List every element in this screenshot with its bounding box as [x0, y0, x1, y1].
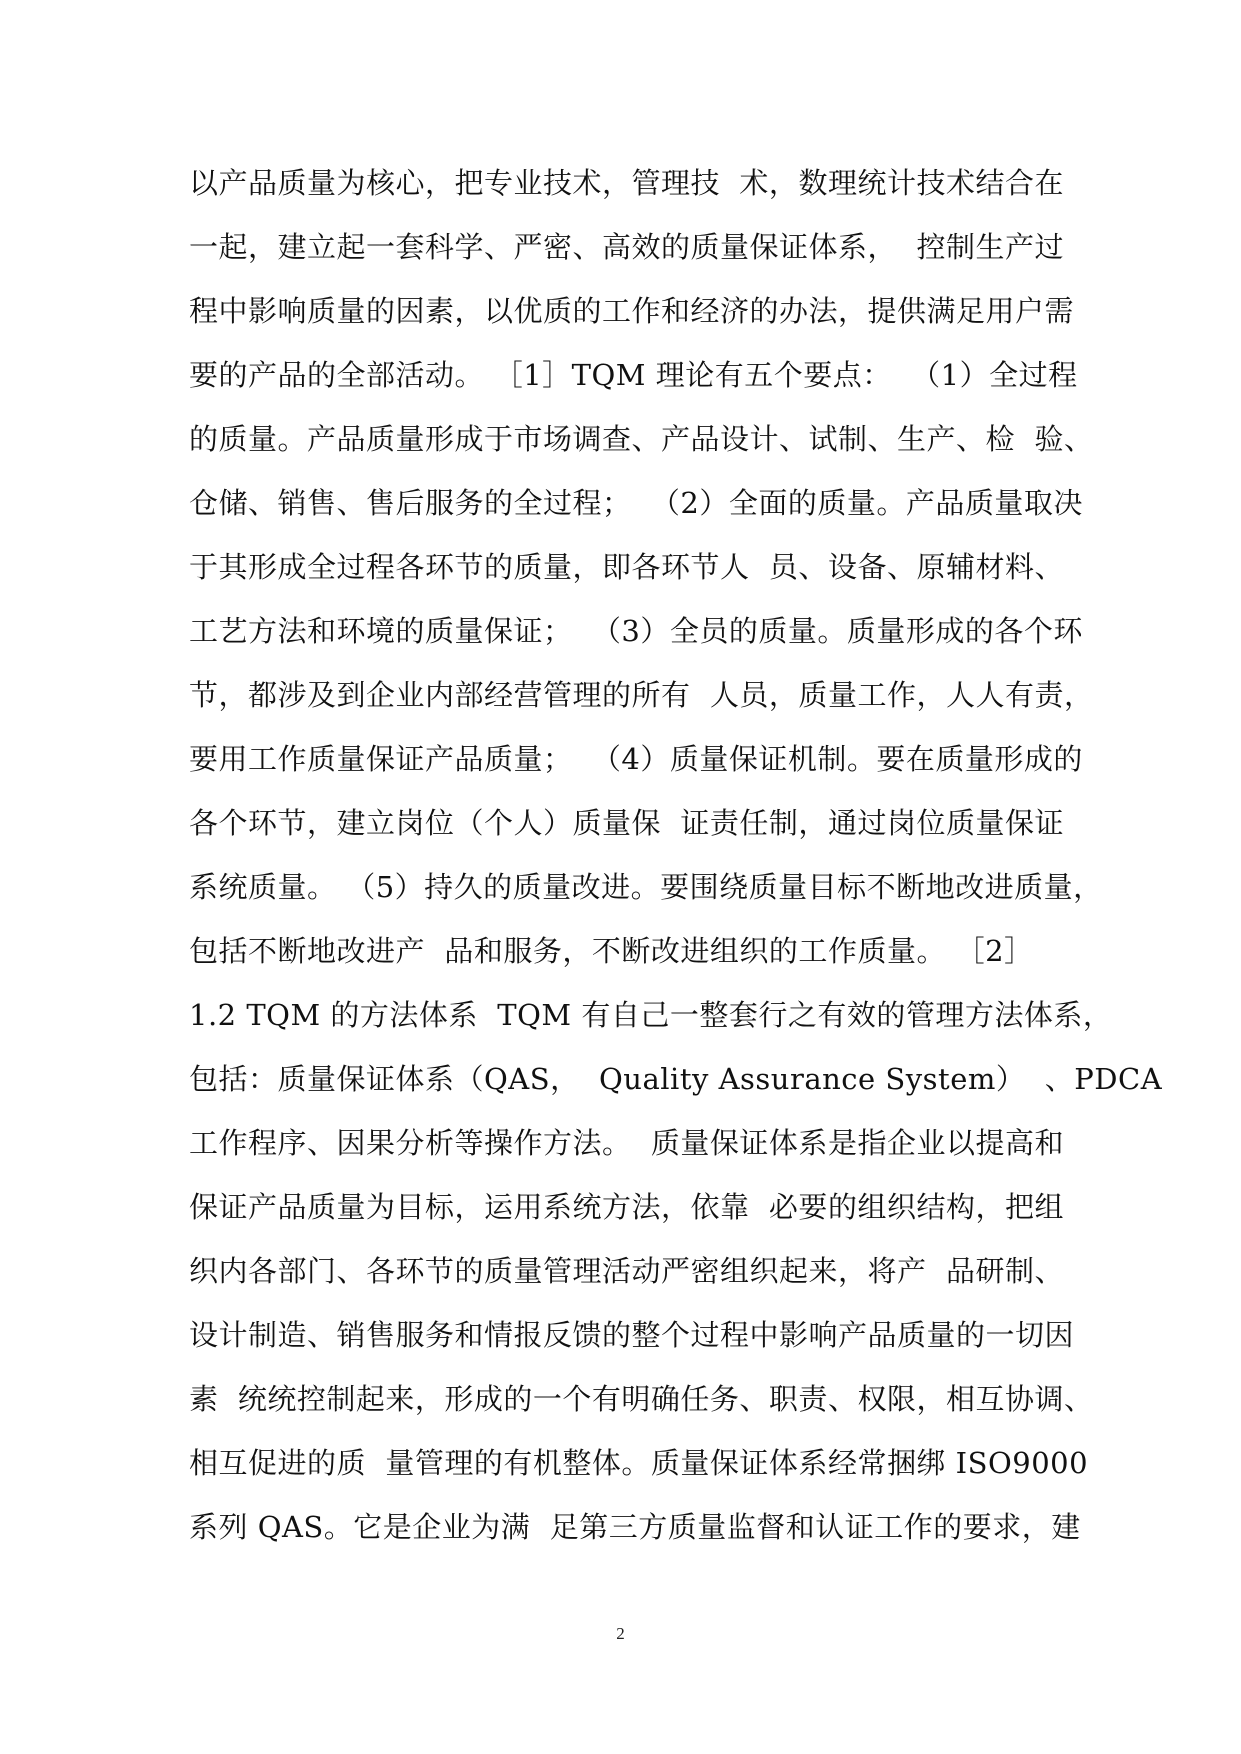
- page-number: 2: [616, 1624, 625, 1643]
- text-line: 设计制造、销售服务和情报反馈的整个过程中影响产品质量的一切因: [189, 1318, 1075, 1352]
- text-line: 工艺方法和环境的质量保证； （3）全员的质量。质量形成的各个环: [189, 614, 1083, 648]
- text-line: 一起，建立起一套科学、严密、高效的质量保证体系， 控制生产过: [189, 230, 1064, 264]
- text-line: 仓储、销售、售后服务的全过程； （2）全面的质量。产品质量取决: [189, 486, 1083, 520]
- text-line: 相互促进的质 量管理的有机整体。质量保证体系经常捆绑 ISO9000: [189, 1446, 1089, 1480]
- text-line: 织内各部门、各环节的质量管理活动严密组织起来，将产 品研制、: [189, 1254, 1064, 1288]
- text-line: 工作程序、因果分析等操作方法。 质量保证体系是指企业以提高和: [189, 1126, 1064, 1160]
- text-line: 1.2 TQM 的方法体系 TQM 有自己一整套行之有效的管理方法体系，: [189, 998, 1113, 1032]
- text-line: 各个环节，建立岗位（个人）质量保 证责任制，通过岗位质量保证: [189, 806, 1064, 840]
- text-line: 保证产品质量为目标，运用系统方法，依靠 必要的组织结构，把组: [189, 1190, 1064, 1224]
- text-line: 包括：质量保证体系（QAS， Quality Assurance System） 、PDCA: [189, 1062, 1163, 1096]
- text-line: 要的产品的全部活动。 ［1］TQM 理论有五个要点： （1）全过程: [189, 358, 1078, 392]
- text-line: 要用工作质量保证产品质量； （4）质量保证机制。要在质量形成的: [189, 742, 1083, 776]
- text-line: 素 统统控制起来，形成的一个有明确任务、职责、权限，相互协调、: [189, 1382, 1094, 1416]
- text-line: 以产品质量为核心，把专业技术，管理技 术，数理统计技术结合在: [189, 166, 1064, 200]
- text-line: 系统质量。 （5）持久的质量改进。要围绕质量目标不断地改进质量，: [189, 870, 1103, 904]
- text-line: 节，都涉及到企业内部经营管理的所有 人员，质量工作，人人有责，: [189, 678, 1094, 712]
- text-line: 于其形成全过程各环节的质量，即各环节人 员、设备、原辅材料、: [189, 550, 1064, 584]
- text-line: 系列 QAS。它是企业为满 足第三方质量监督和认证工作的要求，建: [189, 1510, 1081, 1544]
- text-line: 包括不断地改进产 品和服务，不断改进组织的工作质量。 ［2］: [189, 934, 1034, 968]
- text-line: 的质量。产品质量形成于市场调查、产品设计、试制、生产、检 验、: [189, 422, 1094, 456]
- text-line: 程中影响质量的因素，以优质的工作和经济的办法，提供满足用户需: [189, 294, 1075, 328]
